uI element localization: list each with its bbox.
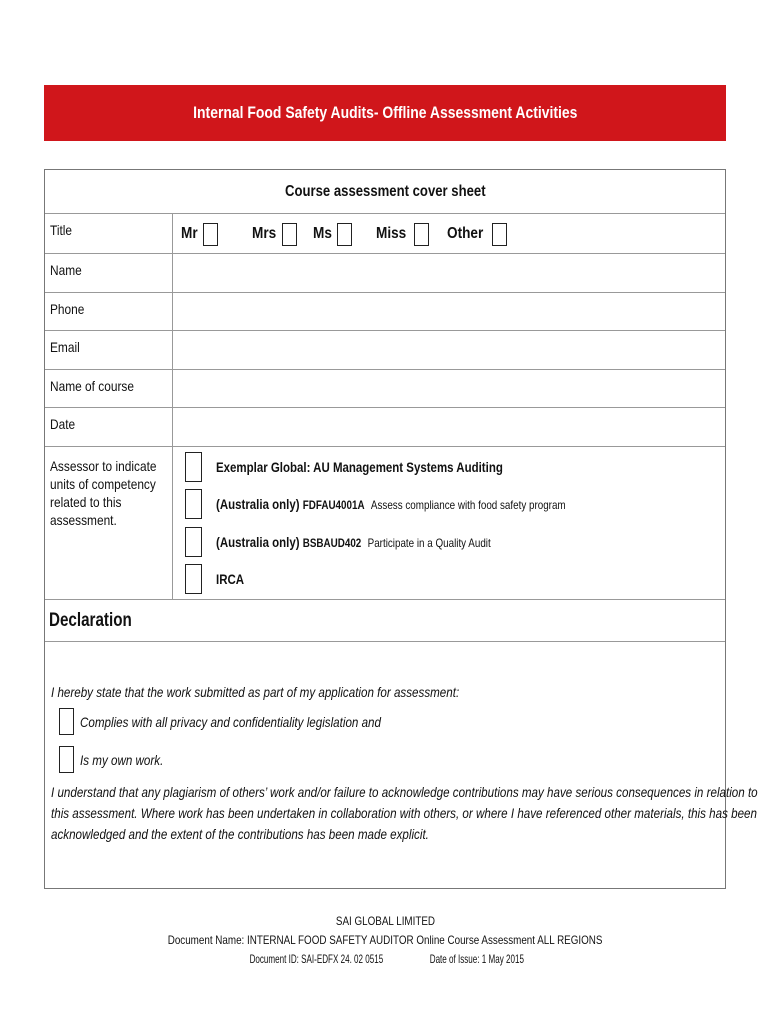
checkbox[interactable] xyxy=(185,564,202,594)
form-heading-row xyxy=(45,170,725,214)
unit-exemplar-global[interactable]: Exemplar Global: AU Management Systems Auditing xyxy=(185,451,566,483)
name-label: Name xyxy=(45,254,173,292)
footer-company: SAI GLOBAL LIMITED xyxy=(335,914,435,928)
checkbox[interactable] xyxy=(59,746,74,773)
checkbox[interactable] xyxy=(59,708,74,735)
declaration-paragraph-line-2: this assessment. Where work has been undertaken in collaboration with others, or where I have referenced other materials, this has been xyxy=(51,805,757,821)
course-name-row[interactable] xyxy=(45,370,725,408)
declaration-check-privacy[interactable]: Complies with all privacy and confidentiality legislation and xyxy=(59,708,443,735)
phone-row[interactable] xyxy=(45,293,725,331)
form-heading: Course assessment cover sheet xyxy=(284,182,486,200)
declaration-intro: I hereby state that the work submitted as part of my application for assessment: xyxy=(51,684,460,700)
title-option-other[interactable]: Other xyxy=(447,223,507,246)
checkbox[interactable] xyxy=(414,223,429,246)
cover-sheet-form xyxy=(44,169,758,889)
footer-document-id-issue: Document ID: SAI-EDFX 24. 02 0515 Date of Issue: 1 May 2015 xyxy=(249,952,525,966)
declaration-check-own-work[interactable]: Is my own work. xyxy=(59,746,180,773)
title-option-mr[interactable]: Mr xyxy=(181,223,218,246)
date-row[interactable] xyxy=(45,408,725,447)
checkbox[interactable] xyxy=(185,527,202,557)
assessor-label: Assessor to indicate units of competency related to this assessment. xyxy=(45,447,173,599)
banner-title: Internal Food Safety Audits- Offline Assessment Activities xyxy=(192,103,578,122)
document-footer xyxy=(0,912,770,969)
phone-label: Phone xyxy=(45,293,173,330)
title-label: Title xyxy=(45,214,173,253)
footer-document-name: Document Name: INTERNAL FOOD SAFETY AUDITOR Online Course Assessment ALL REGIONS xyxy=(167,933,603,947)
title-row xyxy=(45,214,725,254)
declaration-heading: Declaration xyxy=(49,610,132,631)
unit-bsbaud402[interactable]: (Australia only) BSBAUD402 Participate in a Quality Audit xyxy=(185,526,551,558)
unit-irca[interactable]: IRCA xyxy=(185,563,250,595)
title-option-mrs[interactable]: Mrs xyxy=(252,223,297,246)
title-option-ms[interactable]: Ms xyxy=(313,223,352,246)
email-row[interactable] xyxy=(45,331,725,370)
checkbox[interactable] xyxy=(185,452,202,482)
declaration-heading-row xyxy=(45,600,725,642)
title-options xyxy=(181,220,519,248)
declaration-paragraph-line-3: acknowledged and the extent of the contributions has been made explicit. xyxy=(51,826,429,842)
checkbox[interactable] xyxy=(282,223,297,246)
date-label: Date xyxy=(45,408,173,446)
unit-fdfau4001a[interactable]: (Australia only) FDFAU4001A Assess compliance with food safety program xyxy=(185,488,642,520)
checkbox[interactable] xyxy=(492,223,507,246)
course-name-label: Name of course xyxy=(45,370,173,407)
email-label: Email xyxy=(45,331,173,369)
assessor-units-row xyxy=(45,447,725,600)
checkbox[interactable] xyxy=(203,223,218,246)
declaration-paragraph-line-1: I understand that any plagiarism of others’ work and/or failure to acknowledge contributions may have serious consequences in relation to xyxy=(51,784,758,800)
page-banner xyxy=(44,85,726,141)
title-option-miss[interactable]: Miss xyxy=(376,223,429,246)
name-row[interactable] xyxy=(45,254,725,293)
checkbox[interactable] xyxy=(337,223,352,246)
checkbox[interactable] xyxy=(185,489,202,519)
